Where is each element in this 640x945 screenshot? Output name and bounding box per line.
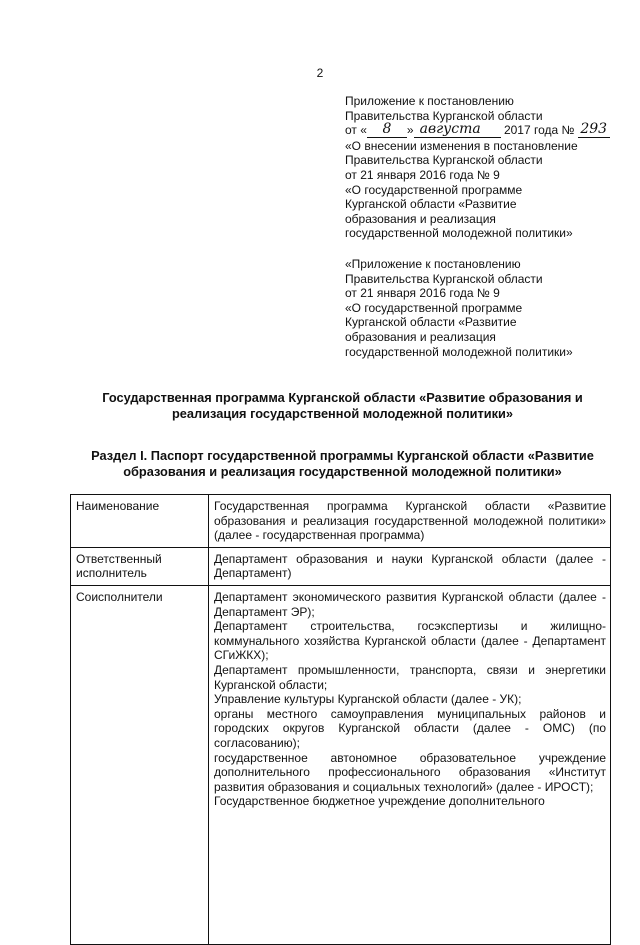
handwritten-day: 8 bbox=[367, 122, 407, 138]
appendix-line: Правительства Курганской области bbox=[345, 108, 543, 123]
handwritten-month: августа bbox=[414, 122, 501, 138]
co-executor-item: государственное автономное образовательное учреждение дополнительного профессионального образования «Институт развития образования и социальных технологий» (далее - ИРОСТ); bbox=[214, 750, 606, 794]
section-title-line: образования и реализация государственной молодежной политики» bbox=[123, 464, 562, 479]
appendix-line: государственной молодежной политики» bbox=[345, 226, 573, 241]
row-value bbox=[209, 585, 611, 944]
row-label: Ответственный исполнитель bbox=[71, 547, 209, 585]
appendix-line: образования и реализация bbox=[345, 211, 496, 226]
date-prefix: от « bbox=[345, 123, 367, 138]
passport-table bbox=[70, 494, 611, 945]
appendix-line: «О внесении изменения в постановление bbox=[345, 138, 578, 153]
page-number: 2 bbox=[316, 66, 324, 80]
co-executor-item: Департамент строительства, госэкспертизы и жилищно-коммунального хозяйства Курганской области (далее - Департамент СГиЖКХ); bbox=[214, 619, 606, 663]
program-title-line: реализация государственной молодежной политики» bbox=[171, 406, 514, 421]
program-title bbox=[80, 390, 605, 422]
appendix-date-line bbox=[345, 123, 625, 139]
appendix-line: Правительства Курганской области bbox=[345, 153, 543, 168]
appendix-line: Курганской области «Развитие bbox=[345, 315, 517, 330]
appendix-line: от 21 января 2016 года № 9 bbox=[345, 286, 500, 301]
table-row bbox=[71, 547, 611, 585]
appendix-line: образования и реализация bbox=[345, 329, 496, 344]
date-year: 2017 года № bbox=[503, 123, 575, 138]
appendix-current bbox=[345, 94, 625, 241]
section-title bbox=[80, 448, 605, 480]
co-executor-item: органы местного самоуправления муниципальных районов и городских округов Курганской области (далее - ОМС) (по согласованию); bbox=[214, 706, 606, 750]
program-title-line: Государственная программа Курганской области «Развитие образования и bbox=[102, 390, 583, 405]
co-executor-item: Управление культуры Курганской области (далее - УК); bbox=[214, 692, 522, 707]
appendix-line: Правительства Курганской области bbox=[345, 271, 543, 286]
appendix-original bbox=[345, 257, 625, 359]
co-executor-item: Государственное бюджетное учреждение дополнительного bbox=[214, 794, 545, 809]
appendix-line: «О государственной программе bbox=[345, 182, 523, 197]
appendix-line: «О государственной программе bbox=[345, 300, 523, 315]
row-label: Наименование bbox=[71, 495, 209, 548]
co-executor-item: Департамент экономического развития Курганской области (далее - Департамент ЭР); bbox=[214, 589, 606, 619]
row-label: Соисполнители bbox=[71, 585, 209, 944]
date-mid: » bbox=[406, 123, 414, 138]
appendix-line: государственной молодежной политики» bbox=[345, 344, 573, 359]
appendix-line: Курганской области «Развитие bbox=[345, 197, 517, 212]
table-row bbox=[71, 585, 611, 944]
handwritten-doc-number: 293 bbox=[578, 122, 610, 138]
appendix-line: от 21 января 2016 года № 9 bbox=[345, 167, 500, 182]
section-title-line: Раздел I. Паспорт государственной программы Курганской области «Развитие bbox=[91, 448, 594, 463]
row-value: Департамент образования и науки Курганской области (далее - Департамент) bbox=[209, 547, 611, 585]
appendix-line: Приложение к постановлению bbox=[345, 94, 514, 108]
appendix-line: «Приложение к постановлению bbox=[345, 257, 521, 271]
row-value: Государственная программа Курганской области «Развитие образования и реализация государственной молодежной политики» (далее - государственная программа) bbox=[209, 495, 611, 548]
table-row bbox=[71, 495, 611, 548]
co-executor-item: Департамент промышленности, транспорта, связи и энергетики Курганской области; bbox=[214, 662, 606, 692]
